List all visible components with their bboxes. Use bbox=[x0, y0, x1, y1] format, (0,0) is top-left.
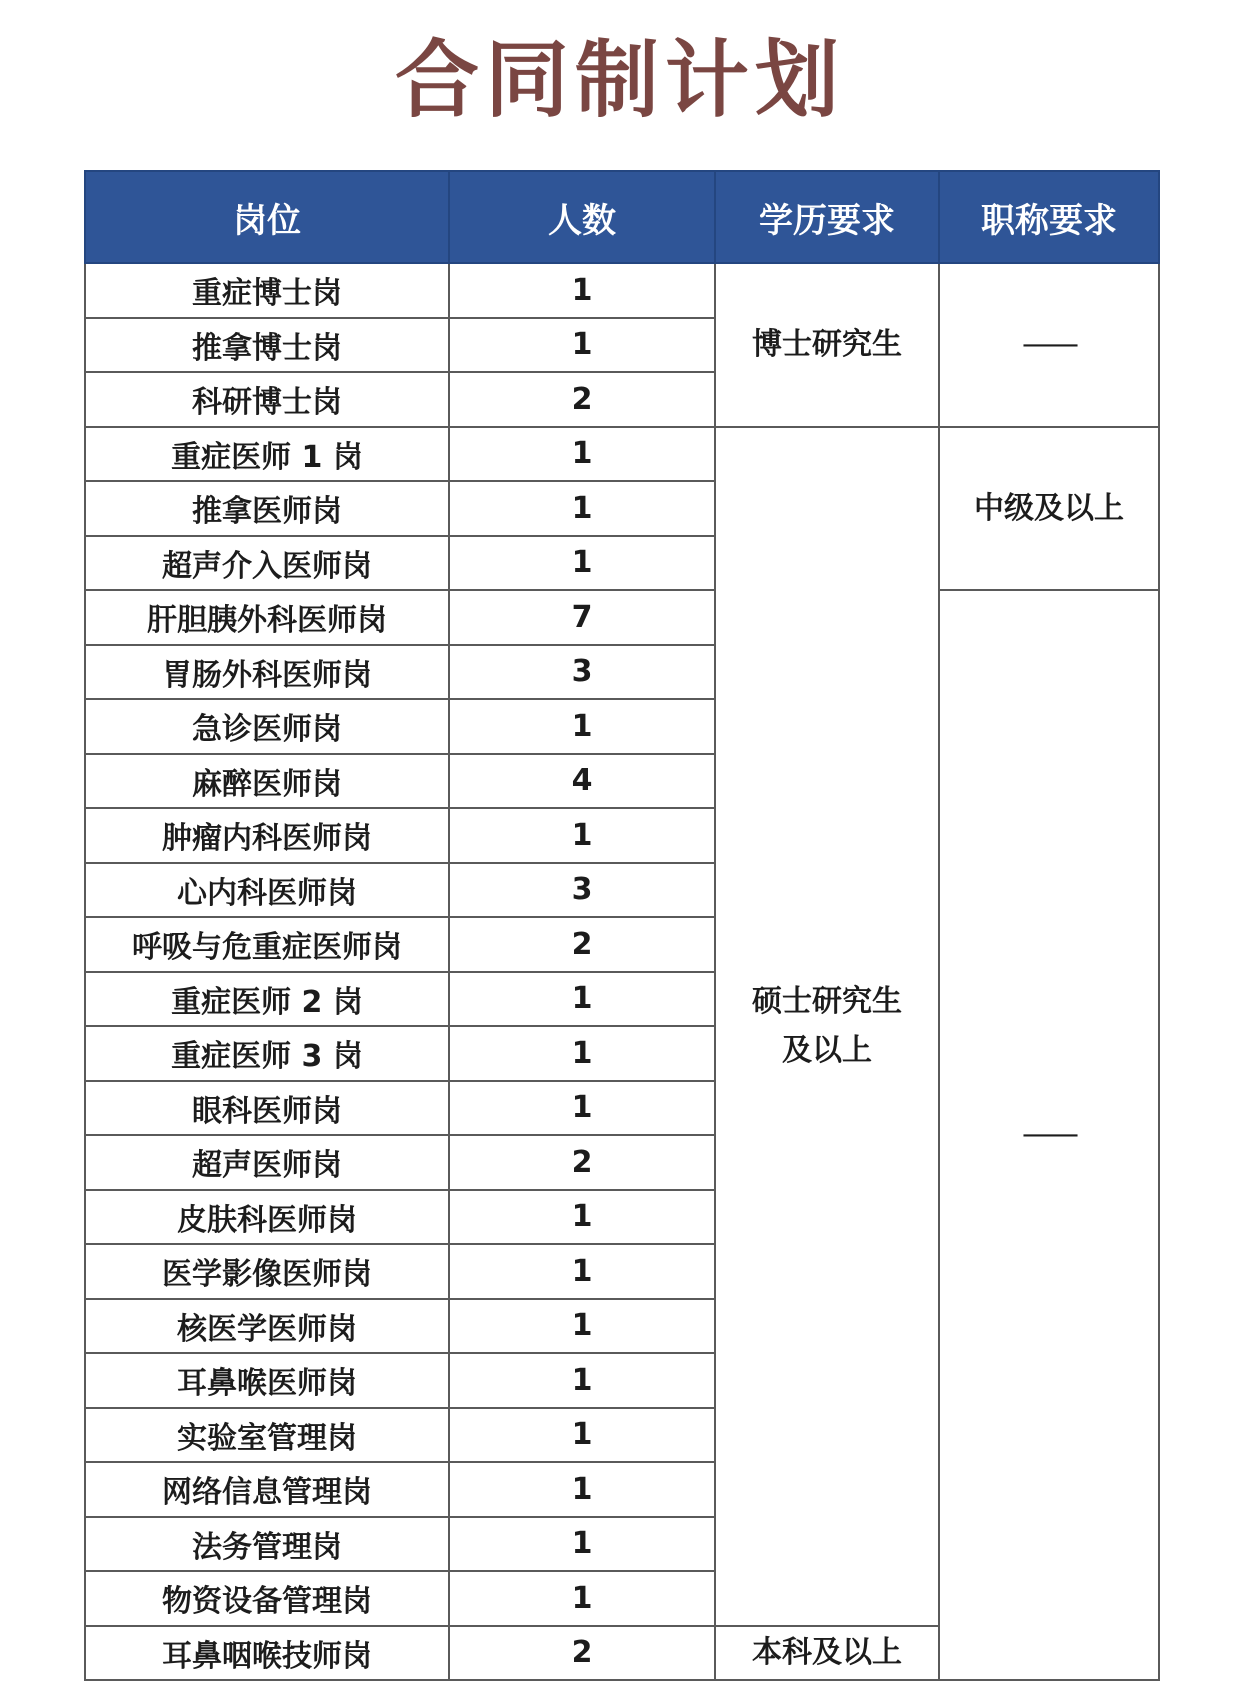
position-cell: 物资设备管理岗 bbox=[85, 1571, 449, 1626]
position-cell: 耳鼻咽喉技师岗 bbox=[85, 1626, 449, 1681]
education-bachelor-cell: 本科及以上 bbox=[715, 1626, 939, 1681]
count-cell: 4 bbox=[449, 754, 715, 809]
header-count: 人数 bbox=[449, 171, 715, 263]
table-row bbox=[85, 427, 1159, 482]
dash-text: —— bbox=[1022, 327, 1076, 362]
position-cell: 法务管理岗 bbox=[85, 1517, 449, 1572]
recruitment-table bbox=[84, 170, 1160, 1681]
position-cell: 超声医师岗 bbox=[85, 1135, 449, 1190]
position-cell: 重症博士岗 bbox=[85, 263, 449, 318]
count-cell: 3 bbox=[449, 645, 715, 700]
position-cell: 医学影像医师岗 bbox=[85, 1244, 449, 1299]
count-cell: 1 bbox=[449, 1462, 715, 1517]
count-cell: 1 bbox=[449, 1026, 715, 1081]
count-cell: 1 bbox=[449, 972, 715, 1027]
position-cell: 肿瘤内科医师岗 bbox=[85, 808, 449, 863]
count-cell: 1 bbox=[449, 1353, 715, 1408]
header-education: 学历要求 bbox=[715, 171, 939, 263]
dash-text: —— bbox=[1022, 1117, 1076, 1153]
position-cell: 急诊医师岗 bbox=[85, 699, 449, 754]
position-cell: 超声介入医师岗 bbox=[85, 536, 449, 591]
count-cell: 1 bbox=[449, 481, 715, 536]
count-cell: 1 bbox=[449, 1571, 715, 1626]
count-cell: 1 bbox=[449, 263, 715, 318]
education-master-cell bbox=[715, 427, 939, 1626]
table-row bbox=[85, 263, 1159, 318]
count-cell: 2 bbox=[449, 372, 715, 427]
position-cell: 核医学医师岗 bbox=[85, 1299, 449, 1354]
count-cell: 3 bbox=[449, 863, 715, 918]
position-cell: 肝胆胰外科医师岗 bbox=[85, 590, 449, 645]
count-cell: 1 bbox=[449, 1299, 715, 1354]
title-none-cell-bottom bbox=[939, 590, 1159, 1680]
count-cell: 1 bbox=[449, 699, 715, 754]
position-cell: 实验室管理岗 bbox=[85, 1408, 449, 1463]
title-none-cell-top bbox=[939, 263, 1159, 427]
header-position: 岗位 bbox=[85, 171, 449, 263]
position-cell: 科研博士岗 bbox=[85, 372, 449, 427]
page-title: 合同制计划 bbox=[394, 31, 845, 129]
count-cell: 1 bbox=[449, 318, 715, 373]
count-cell: 2 bbox=[449, 917, 715, 972]
position-cell: 重症医师 1 岗 bbox=[85, 427, 449, 482]
title-intermediate-cell: 中级及以上 bbox=[939, 427, 1159, 591]
education-master-line1: 硕士研究生 bbox=[752, 983, 902, 1019]
position-cell: 呼吸与危重症医师岗 bbox=[85, 917, 449, 972]
position-cell: 眼科医师岗 bbox=[85, 1081, 449, 1136]
count-cell: 1 bbox=[449, 1244, 715, 1299]
count-cell: 1 bbox=[449, 1081, 715, 1136]
position-cell: 重症医师 3 岗 bbox=[85, 1026, 449, 1081]
count-cell: 1 bbox=[449, 427, 715, 482]
position-cell: 推拿医师岗 bbox=[85, 481, 449, 536]
position-cell: 胃肠外科医师岗 bbox=[85, 645, 449, 700]
header-title-requirement: 职称要求 bbox=[939, 171, 1159, 263]
education-phd-cell: 博士研究生 bbox=[715, 263, 939, 427]
position-cell: 推拿博士岗 bbox=[85, 318, 449, 373]
position-cell: 网络信息管理岗 bbox=[85, 1462, 449, 1517]
count-cell: 1 bbox=[449, 1517, 715, 1572]
education-master-line2: 及以上 bbox=[782, 1033, 872, 1068]
count-cell: 1 bbox=[449, 1408, 715, 1463]
table-row bbox=[85, 590, 1159, 645]
position-cell: 重症医师 2 岗 bbox=[85, 972, 449, 1027]
position-cell: 皮肤科医师岗 bbox=[85, 1190, 449, 1245]
position-cell: 麻醉医师岗 bbox=[85, 754, 449, 809]
position-cell: 心内科医师岗 bbox=[85, 863, 449, 918]
count-cell: 1 bbox=[449, 536, 715, 591]
count-cell: 2 bbox=[449, 1135, 715, 1190]
count-cell: 1 bbox=[449, 1190, 715, 1245]
table-header-row bbox=[85, 171, 1159, 263]
table-body bbox=[85, 263, 1159, 1680]
position-cell: 耳鼻喉医师岗 bbox=[85, 1353, 449, 1408]
count-cell: 1 bbox=[449, 808, 715, 863]
count-cell: 7 bbox=[449, 590, 715, 645]
count-cell: 2 bbox=[449, 1626, 715, 1681]
